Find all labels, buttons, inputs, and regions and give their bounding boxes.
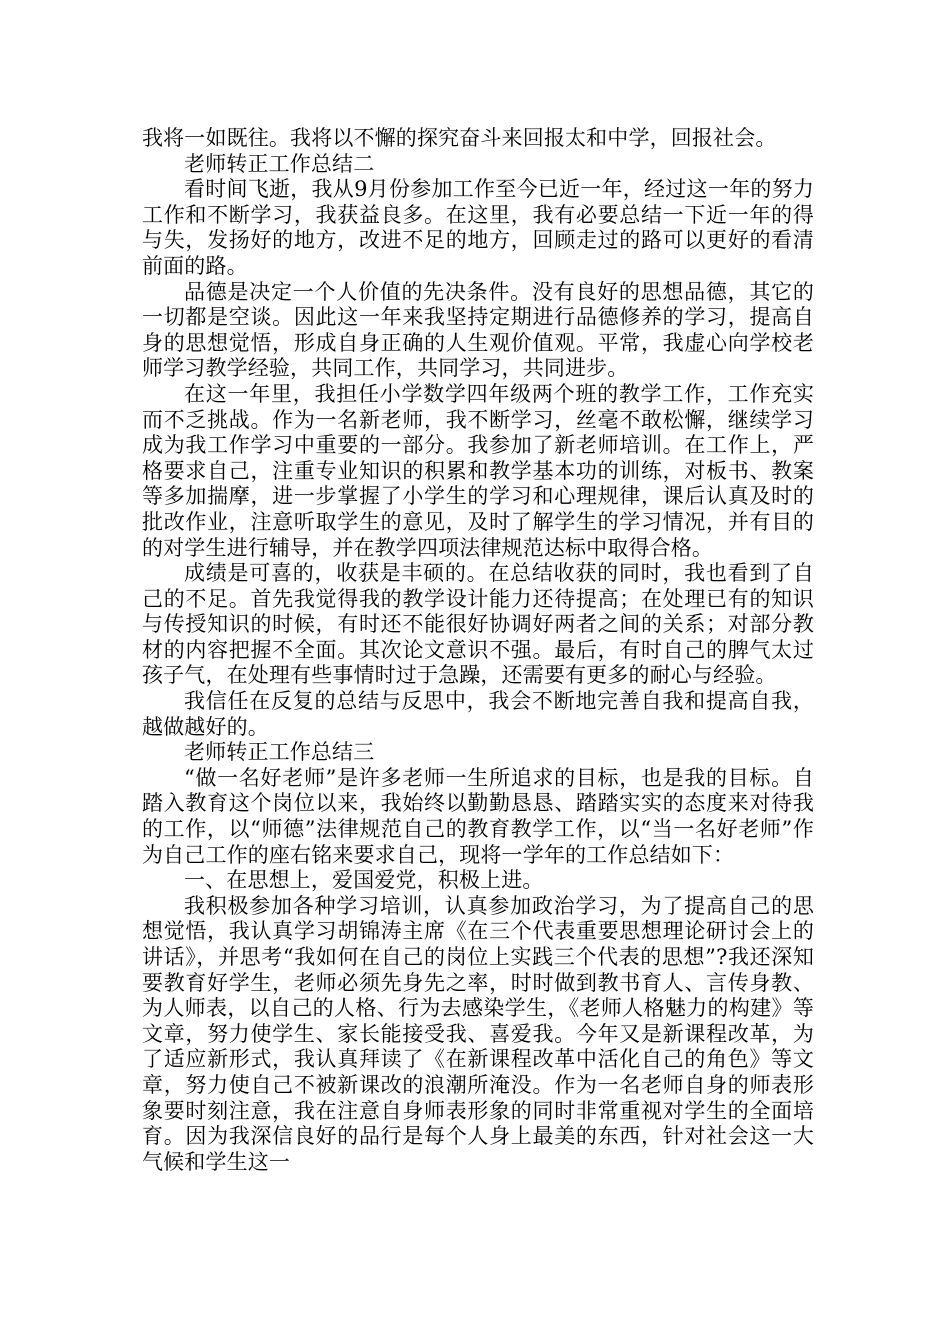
paragraph: 看时间飞逝，我从9月份参加工作至今已近一年，经过这一年的努力工作和不断学习，我获益良多。在这里，我有必要总结一下近一年的得与失，发扬好的地方，改进不足的地方，回顾走过的路可以更好的看清前面的路。 bbox=[142, 177, 814, 278]
section-heading-3: 老师转正工作总结三 bbox=[184, 740, 375, 765]
section-heading-2: 老师转正工作总结二 bbox=[184, 151, 375, 176]
paragraph: 我信任在反复的总结与反思中，我会不断地完善自我和提高自我，越做越好的。 bbox=[142, 689, 814, 739]
paragraph-continuation: 我将一如既往。我将以不懈的探究奋斗来回报太和中学，回报社会。 bbox=[142, 126, 777, 150]
paragraph: 在这一年里，我担任小学数学四年级两个班的教学工作，工作充实而不乏挑战。作为一名新老师，我不断学习，丝毫不敢松懈，继续学习成为我工作学习中重要的一部分。我参加了新老师培训。在工作上，严格要求自己，注重专业知识的积累和教学基本功的训练，对板书、教案等多加揣摩，进一步掌握了小学生的学习和心理规律，课后认真及时的批改作业，注意听取学生的意见，及时了解学生的学习情况，并有目的的对学生进行辅导，并在教学四项法律规范达标中取得合格。 bbox=[142, 381, 814, 560]
paragraph: 成绩是可喜的，收获是丰硕的。在总结收获的同时，我也看到了自己的不足。首先我觉得我的教学设计能力还待提高；在处理已有的知识与传授知识的时候，有时还不能很好协调好两者之间的关系；对部分教材的内容把握不全面。其次论文意识不强。最后，有时自己的脾气太过孩子气，在处理有些事情时过于急躁，还需要有更多的耐心与经验。 bbox=[142, 561, 814, 688]
paragraph: “做一名好老师”是许多老师一生所追求的目标，也是我的目标。自踏入教育这个岗位以来，我始终以勤勤恳恳、踏踏实实的态度来对待我的工作，以“师德”法律规范自己的教育教学工作，以“当一名好老师”作为自己工作的座右铭来要求自己，现将一学年的工作总结如下： bbox=[142, 765, 814, 867]
paragraph: 我积极参加各种学习培训，认真参加政治学习，为了提高自己的思想觉悟，我认真学习胡锦涛主席《在三个代表重要思想理论研讨会上的讲话》，并思考“我如何在自己的岗位上实践三个代表的思想”?我还深知要教育好学生，老师必须先身先之率，时时做到教书育人、言传身教、为人师表，以自己的人格、行为去感染学生，《老师人格魅力的构建》等文章，努力使学生、家长能接受我、喜爱我。今年又是新课程改革，为了适应新形式，我认真拜读了《在新课程改革中活化自己的角色》等文章，努力使自己不被新课改的浪潮所淹没。作为一名老师自身的师表形象要时刻注意，我在注意自身师表形象的同时非常重视对学生的全面培育。因为我深信良好的品行是每个人身上最美的东西，针对社会这一大气候和学生这一 bbox=[142, 893, 814, 1174]
subsection-heading: 一、在思想上，爱国爱党，积极上进。 bbox=[184, 868, 544, 893]
paragraph: 品德是决定一个人价值的先决条件。没有良好的思想品德，其它的一切都是空谈。因此这一年来我坚持定期进行品德修养的学习，提高自身的思想觉悟，形成自身正确的人生观价值观。平常，我虚心向学校老师学习教学经验，共同工作，共同学习，共同进步。 bbox=[142, 279, 814, 381]
document-body bbox=[142, 126, 814, 1175]
